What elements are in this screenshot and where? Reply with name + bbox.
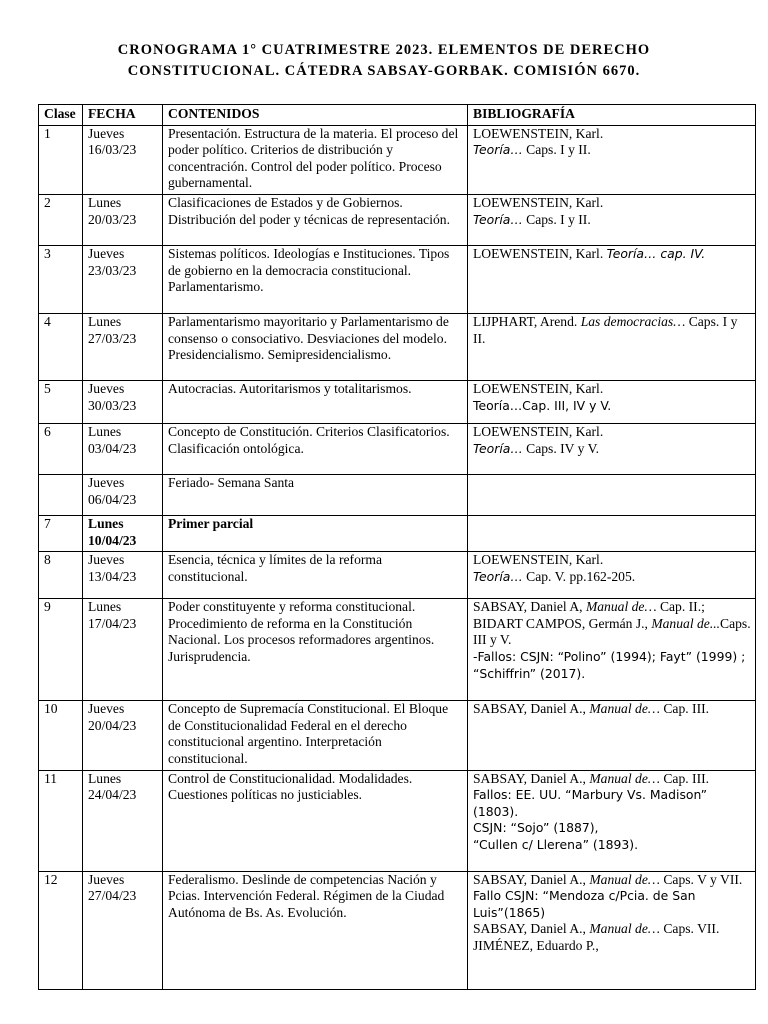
cell-bibliografia: SABSAY, Daniel A., Manual de… Cap. III. Fallos: EE. UU. “Marbury Vs. Madison” (1803). CSJN: “Sojo” (1887), “Cullen c/ Llerena” (1893).: [468, 770, 756, 871]
cell-fecha: Lunes 17/04/23: [83, 599, 163, 701]
cell-fecha: Lunes 27/03/23: [83, 313, 163, 380]
cell-fecha: Jueves 27/04/23: [83, 871, 163, 989]
cell-contenidos: Sistemas políticos. Ideologías e Instituciones. Tipos de gobierno en la democracia constitucional. Parlamentarismo.: [163, 245, 468, 313]
table-row: [39, 423, 756, 474]
table-row: [39, 552, 756, 599]
cell-clase: [39, 474, 83, 515]
cell-bibliografia: SABSAY, Daniel A., Manual de… Caps. V y VII. Fallo CSJN: “Mendoza c/Pcia. de San Luis”(1865) SABSAY, Daniel A., Manual de… Caps. VII. JIMÉNEZ, Eduardo P.,: [468, 871, 756, 989]
cell-contenidos: Autocracias. Autoritarismos y totalitarismos.: [163, 380, 468, 423]
title-line-2: CONSTITUCIONAL. CÁTEDRA SABSAY-GORBAK. COMISIÓN 6670.: [127, 63, 641, 79]
table-row: [39, 245, 756, 313]
cell-fecha: Jueves 20/04/23: [83, 701, 163, 770]
table-row: [39, 515, 756, 551]
cell-contenidos: Primer parcial: [163, 515, 468, 551]
table-row: [39, 380, 756, 423]
cell-clase: 8: [39, 552, 83, 599]
cell-bibliografia: [468, 515, 756, 551]
cell-bibliografia: LOEWENSTEIN, Karl. Teoría… Caps. I y II.: [468, 194, 756, 245]
header-fecha: FECHA: [83, 105, 163, 126]
cell-clase: 3: [39, 245, 83, 313]
table-row: [39, 871, 756, 989]
cell-clase: 9: [39, 599, 83, 701]
cell-fecha: Lunes 10/04/23: [83, 515, 163, 551]
cell-fecha: Jueves 06/04/23: [83, 474, 163, 515]
cell-bibliografia: LOEWENSTEIN, Karl. Teoría… Caps. IV y V.: [468, 423, 756, 474]
cell-contenidos: Clasificaciones de Estados y de Gobiernos. Distribución del poder y técnicas de representación.: [163, 194, 468, 245]
cell-fecha: Jueves 30/03/23: [83, 380, 163, 423]
cell-contenidos: Control de Constitucionalidad. Modalidades. Cuestiones políticas no justiciables.: [163, 770, 468, 871]
header-clase: Clase: [39, 105, 83, 126]
document-title: [0, 40, 768, 82]
cell-fecha: Lunes 24/04/23: [83, 770, 163, 871]
title-line-1: CRONOGRAMA 1° CUATRIMESTRE 2023. ELEMENTOS DE DERECHO: [117, 42, 651, 58]
cell-bibliografia: SABSAY, Daniel A., Manual de… Cap. III.: [468, 701, 756, 770]
cell-bibliografia: LOEWENSTEIN, Karl. Teoría…Cap. III, IV y V.: [468, 380, 756, 423]
cell-contenidos: Parlamentarismo mayoritario y Parlamentarismo de consenso o consociativo. Desviaciones del modelo. Presidencialismo. Semipresidencialismo.: [163, 313, 468, 380]
cell-fecha: Lunes 20/03/23: [83, 194, 163, 245]
cell-fecha: Lunes 03/04/23: [83, 423, 163, 474]
table-row: [39, 770, 756, 871]
cell-clase: 6: [39, 423, 83, 474]
cell-bibliografia: LIJPHART, Arend. Las democracias… Caps. I y II.: [468, 313, 756, 380]
cell-clase: 7: [39, 515, 83, 551]
cell-bibliografia: LOEWENSTEIN, Karl. Teoría… Cap. V. pp.162-205.: [468, 552, 756, 599]
cell-contenidos: Feriado- Semana Santa: [163, 474, 468, 515]
cell-bibliografia: LOEWENSTEIN, Karl. Teoría… Caps. I y II.: [468, 125, 756, 194]
table-row: [39, 701, 756, 770]
header-contenidos: CONTENIDOS: [163, 105, 468, 126]
table-row: [39, 125, 756, 194]
header-bibliografia: BIBLIOGRAFÍA: [468, 105, 756, 126]
cell-bibliografia: LOEWENSTEIN, Karl. Teoría… cap. IV.: [468, 245, 756, 313]
cell-contenidos: Concepto de Constitución. Criterios Clasificatorios. Clasificación ontológica.: [163, 423, 468, 474]
cell-fecha: Jueves 23/03/23: [83, 245, 163, 313]
cell-fecha: Jueves 13/04/23: [83, 552, 163, 599]
cell-clase: 10: [39, 701, 83, 770]
cell-bibliografia: [468, 474, 756, 515]
cell-fecha: Jueves 16/03/23: [83, 125, 163, 194]
schedule-table: [38, 104, 756, 990]
cell-contenidos: Federalismo. Deslinde de competencias Nación y Pcias. Intervención Federal. Régimen de la Ciudad Autónoma de Bs. As. Evolución.: [163, 871, 468, 989]
cell-contenidos: Concepto de Supremacía Constitucional. El Bloque de Constitucionalidad Federal en el derecho constitucional argentino. Interpretación constitucional.: [163, 701, 468, 770]
cell-clase: 2: [39, 194, 83, 245]
cell-clase: 1: [39, 125, 83, 194]
table-header-row: [39, 105, 756, 126]
cell-clase: 4: [39, 313, 83, 380]
cell-contenidos: Poder constituyente y reforma constitucional. Procedimiento de reforma en la Constitución Nacional. Los procesos reformadores argentinos. Jurisprudencia.: [163, 599, 468, 701]
table-row: [39, 194, 756, 245]
cell-contenidos: Esencia, técnica y límites de la reforma constitucional.: [163, 552, 468, 599]
cell-clase: 12: [39, 871, 83, 989]
table-row: [39, 474, 756, 515]
table-row: [39, 313, 756, 380]
cell-clase: 11: [39, 770, 83, 871]
table-row: [39, 599, 756, 701]
cell-bibliografia: SABSAY, Daniel A, Manual de… Cap. II.; BIDART CAMPOS, Germán J., Manual de...Caps. III y V. -Fallos: CSJN: “Polino” (1994); Fayt” (1999) ; “Schiffrin” (2017).: [468, 599, 756, 701]
cell-contenidos: Presentación. Estructura de la materia. El proceso del poder político. Criterios de distribución y concentración. Control del poder político. Proceso gubernamental.: [163, 125, 468, 194]
cell-clase: 5: [39, 380, 83, 423]
